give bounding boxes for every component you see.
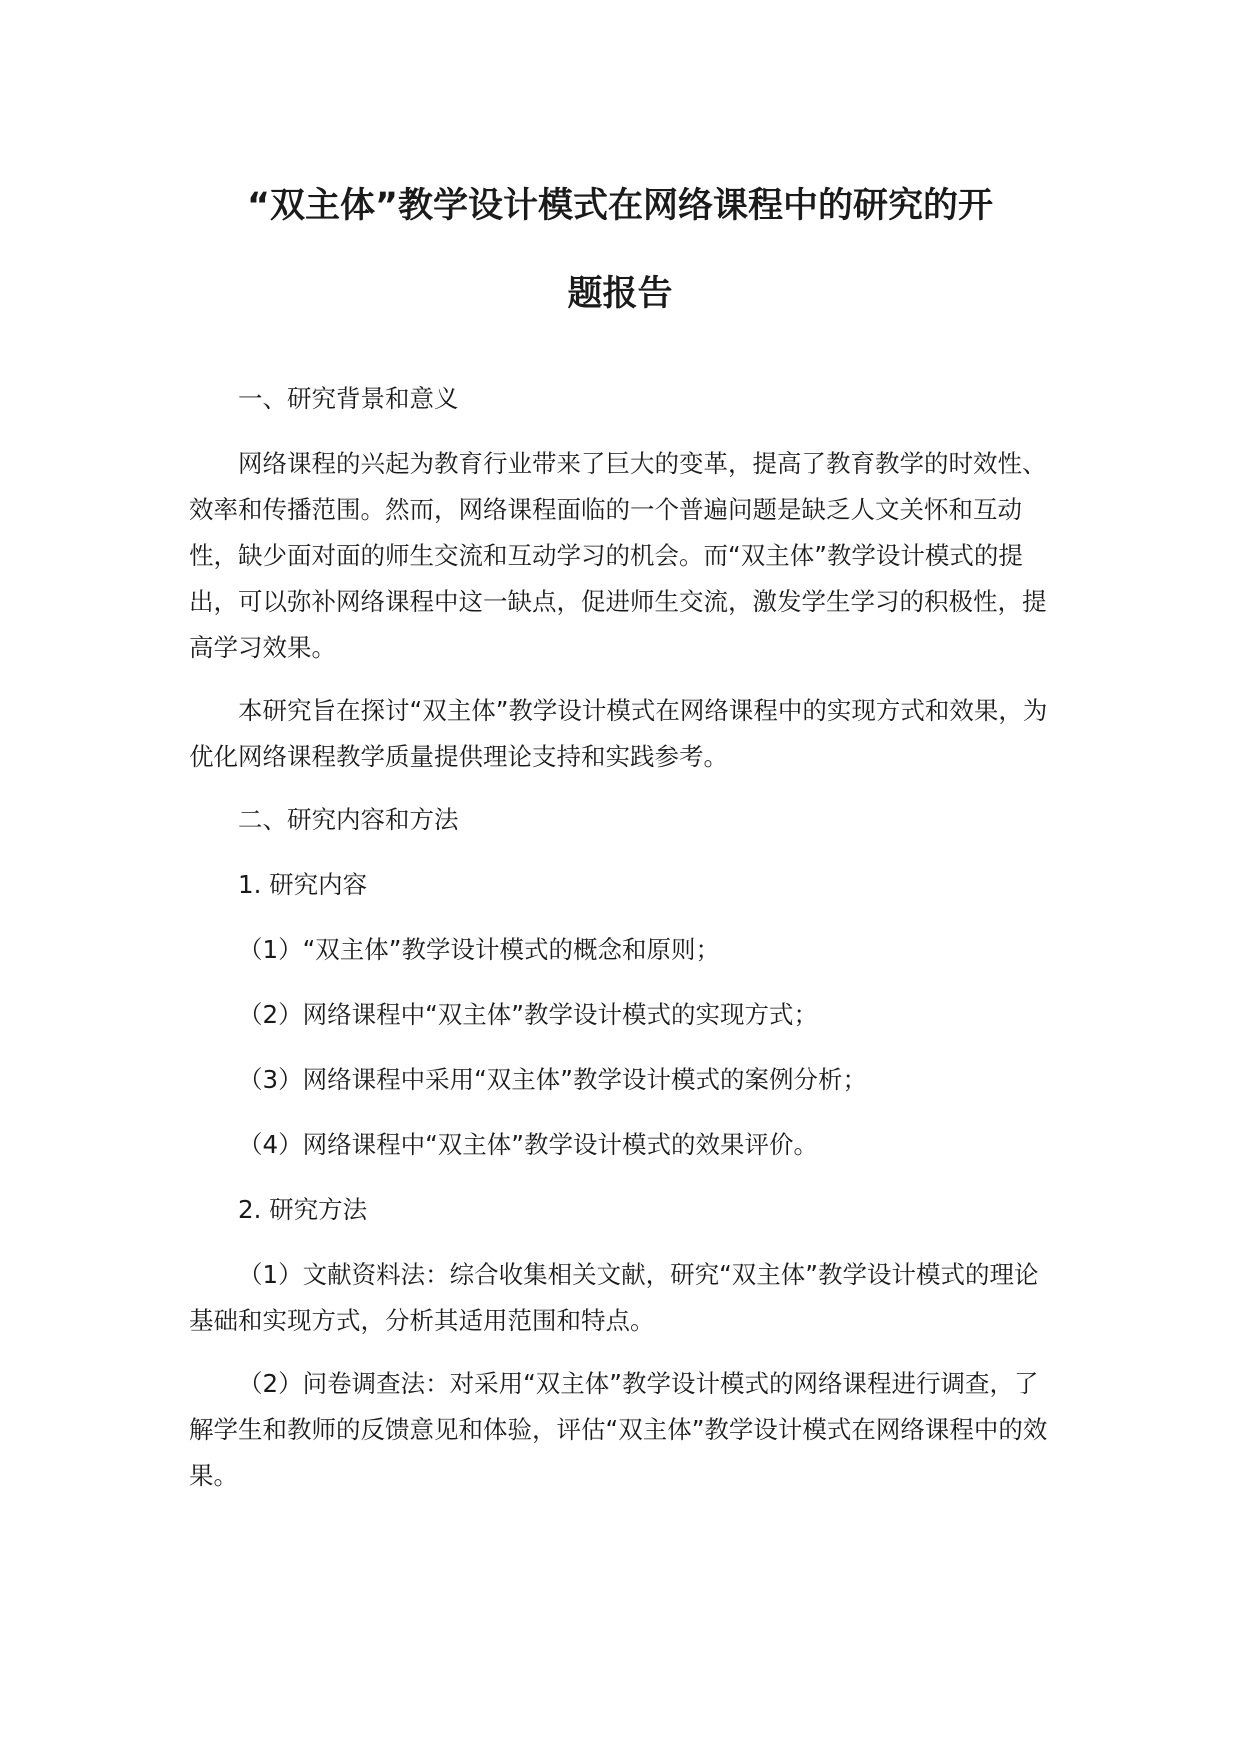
list-item-content-4: （4）网络课程中“双主体”教学设计模式的效果评价。 xyxy=(238,1130,818,1159)
section-heading-content-methods: 二、研究内容和方法 xyxy=(238,805,459,834)
subheading-research-methods: 2. 研究方法 xyxy=(238,1195,368,1224)
section-heading-background: 一、研究背景和意义 xyxy=(238,384,459,413)
list-item-method-2: （2）问卷调查法：对采用“双主体”教学设计模式的网络课程进行调查，了解学生和教师的反馈意见和体验，评估“双主体”教学设计模式在网络课程中的效果。 xyxy=(189,1369,1048,1490)
document-body xyxy=(189,376,1053,1516)
list-item-content-2: （2）网络课程中“双主体”教学设计模式的实现方式； xyxy=(238,1000,818,1029)
document-title-line-1: “双主体”教学设计模式在网络课程中的研究的开 xyxy=(246,186,993,226)
list-item-method-1: （1）文献资料法：综合收集相关文献，研究“双主体”教学设计模式的理论基础和实现方式，分析其适用范围和特点。 xyxy=(189,1260,1039,1335)
document-title-line-2: 题报告 xyxy=(567,274,673,314)
subheading-research-content: 1. 研究内容 xyxy=(238,870,368,899)
paragraph-purpose: 本研究旨在探讨“双主体”教学设计模式在网络课程中的实现方式和效果，为优化网络课程教学质量提供理论支持和实践参考。 xyxy=(189,696,1048,771)
list-item-content-1: （1）“双主体”教学设计模式的概念和原则； xyxy=(238,935,720,964)
document-title xyxy=(160,162,1080,338)
paragraph-background: 网络课程的兴起为教育行业带来了巨大的变革，提高了教育教学的时效性、效率和传播范围。然而，网络课程面临的一个普遍问题是缺乏人文关怀和互动性，缺少面对面的师生交流和互动学习的机会。而“双主体”教学设计模式的提出，可以弥补网络课程中这一缺点，促进师生交流，激发学生学习的积极性，提高学习效果。 xyxy=(189,449,1047,662)
list-item-content-3: （3）网络课程中采用“双主体”教学设计模式的案例分析； xyxy=(238,1065,867,1094)
